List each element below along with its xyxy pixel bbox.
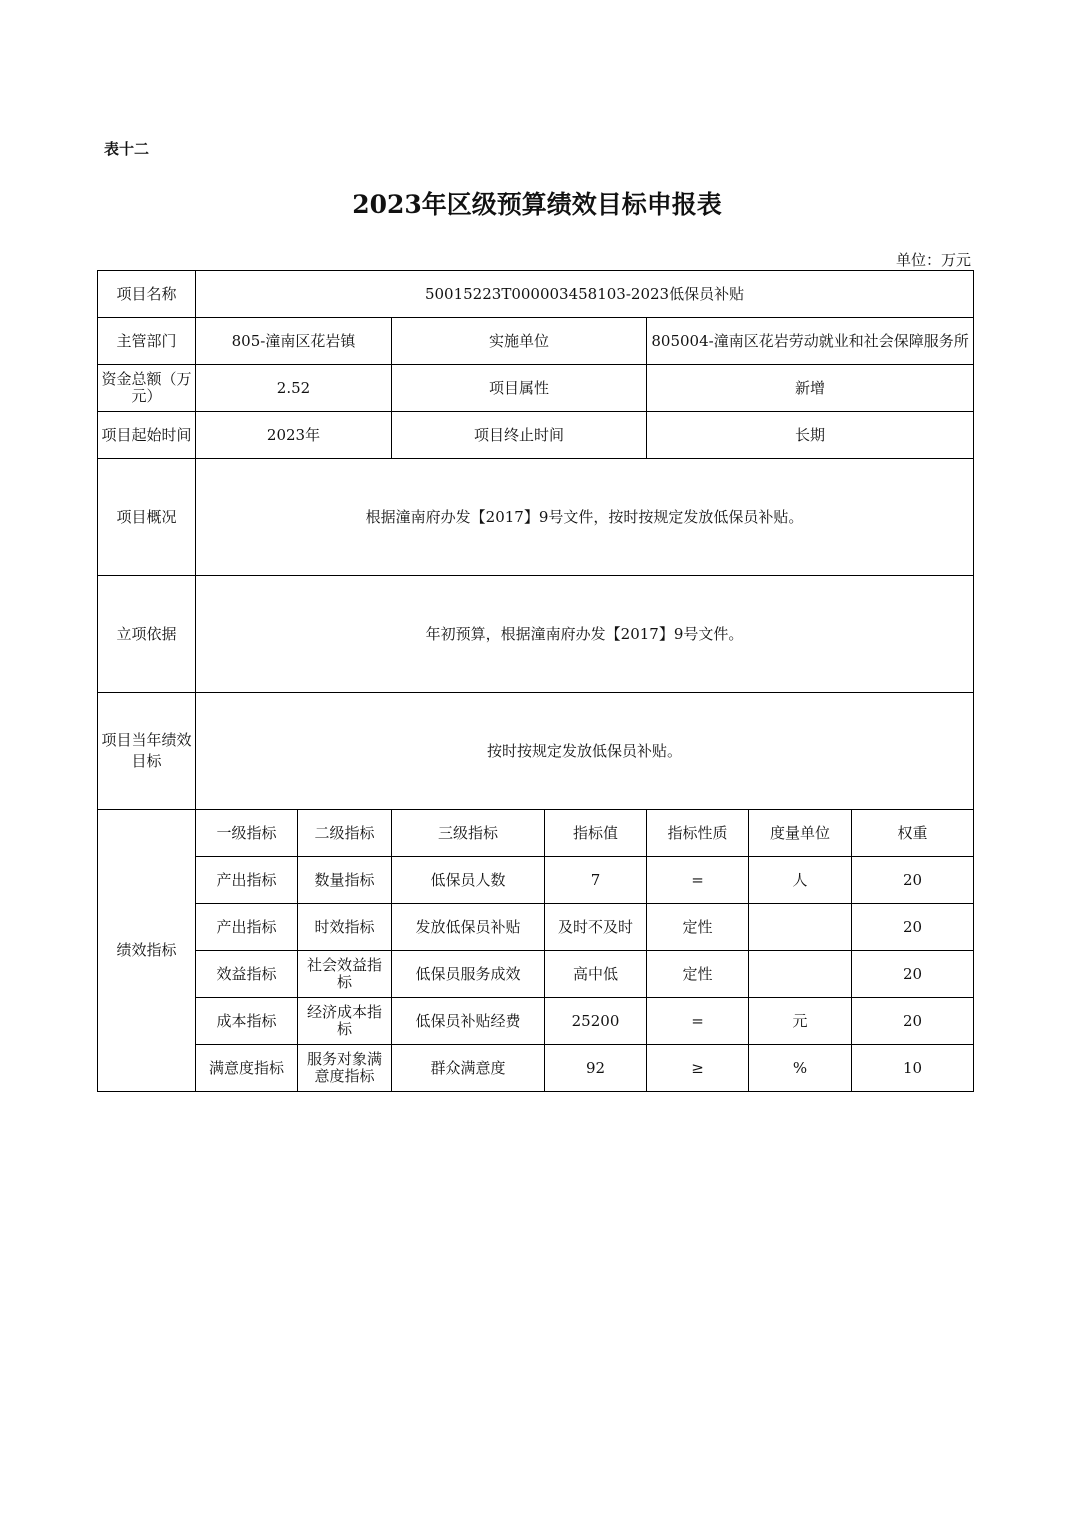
value-cell: 7	[545, 857, 647, 904]
unit-cell	[749, 904, 852, 951]
indicator-header-row	[98, 810, 974, 857]
row-overview	[98, 459, 974, 576]
fund-label: 资金总额（万元）	[98, 365, 196, 412]
weight-cell: 20	[852, 998, 974, 1045]
nature-cell: =	[647, 857, 749, 904]
goal-label: 项目当年绩效目标	[98, 693, 196, 810]
unit-cell	[749, 951, 852, 998]
level3-cell: 发放低保员补贴	[392, 904, 545, 951]
nature-cell: =	[647, 998, 749, 1045]
value-cell: 25200	[545, 998, 647, 1045]
header-nature: 指标性质	[647, 810, 749, 857]
header-value: 指标值	[545, 810, 647, 857]
header-level3: 三级指标	[392, 810, 545, 857]
level1-cell: 产出指标	[196, 857, 298, 904]
level2-cell: 经济成本指标	[298, 998, 392, 1045]
weight-cell: 20	[852, 857, 974, 904]
row-goal	[98, 693, 974, 810]
weight-cell: 10	[852, 1045, 974, 1092]
level2-cell: 时效指标	[298, 904, 392, 951]
indicator-row	[98, 857, 974, 904]
unit-cell: %	[749, 1045, 852, 1092]
project-name-value: 50015223T000003458103-2023低保员补贴	[196, 271, 974, 318]
row-department	[98, 318, 974, 365]
header-level1: 一级指标	[196, 810, 298, 857]
indicator-row	[98, 951, 974, 998]
level3-cell: 低保员服务成效	[392, 951, 545, 998]
unit-cell: 元	[749, 998, 852, 1045]
level1-cell: 满意度指标	[196, 1045, 298, 1092]
indicator-row	[98, 998, 974, 1045]
attr-label: 项目属性	[392, 365, 647, 412]
performance-target-table	[97, 270, 974, 1092]
level3-cell: 群众满意度	[392, 1045, 545, 1092]
unit-cell: 人	[749, 857, 852, 904]
indicator-row	[98, 1045, 974, 1092]
row-fund	[98, 365, 974, 412]
weight-cell: 20	[852, 904, 974, 951]
fund-value: 2.52	[196, 365, 392, 412]
level2-cell: 服务对象满意度指标	[298, 1045, 392, 1092]
level2-cell: 数量指标	[298, 857, 392, 904]
dept-value: 805-潼南区花岩镇	[196, 318, 392, 365]
impl-value: 805004-潼南区花岩劳动就业和社会保障服务所	[647, 318, 974, 365]
level3-cell: 低保员人数	[392, 857, 545, 904]
nature-cell: ≥	[647, 1045, 749, 1092]
indicators-section-label: 绩效指标	[98, 810, 196, 1092]
header-weight: 权重	[852, 810, 974, 857]
value-cell: 及时不及时	[545, 904, 647, 951]
weight-cell: 20	[852, 951, 974, 998]
goal-value: 按时按规定发放低保员补贴。	[196, 693, 974, 810]
nature-cell: 定性	[647, 904, 749, 951]
row-project-name	[98, 271, 974, 318]
value-cell: 高中低	[545, 951, 647, 998]
unit-note: 单位：万元	[895, 251, 971, 269]
table-label: 表十二	[104, 140, 150, 158]
overview-label: 项目概况	[98, 459, 196, 576]
nature-cell: 定性	[647, 951, 749, 998]
impl-label: 实施单位	[392, 318, 647, 365]
basis-value: 年初预算，根据潼南府办发【2017】9号文件。	[196, 576, 974, 693]
page-title: 2023年区级预算绩效目标申报表	[352, 190, 722, 219]
row-period	[98, 412, 974, 459]
attr-value: 新增	[647, 365, 974, 412]
project-name-label: 项目名称	[98, 271, 196, 318]
level2-cell: 社会效益指标	[298, 951, 392, 998]
indicator-row	[98, 904, 974, 951]
basis-label: 立项依据	[98, 576, 196, 693]
start-label: 项目起始时间	[98, 412, 196, 459]
overview-value: 根据潼南府办发【2017】9号文件，按时按规定发放低保员补贴。	[196, 459, 974, 576]
end-value: 长期	[647, 412, 974, 459]
level1-cell: 成本指标	[196, 998, 298, 1045]
end-label: 项目终止时间	[392, 412, 647, 459]
start-value: 2023年	[196, 412, 392, 459]
level3-cell: 低保员补贴经费	[392, 998, 545, 1045]
dept-label: 主管部门	[98, 318, 196, 365]
header-level2: 二级指标	[298, 810, 392, 857]
header-unit: 度量单位	[749, 810, 852, 857]
level1-cell: 效益指标	[196, 951, 298, 998]
value-cell: 92	[545, 1045, 647, 1092]
row-basis	[98, 576, 974, 693]
level1-cell: 产出指标	[196, 904, 298, 951]
